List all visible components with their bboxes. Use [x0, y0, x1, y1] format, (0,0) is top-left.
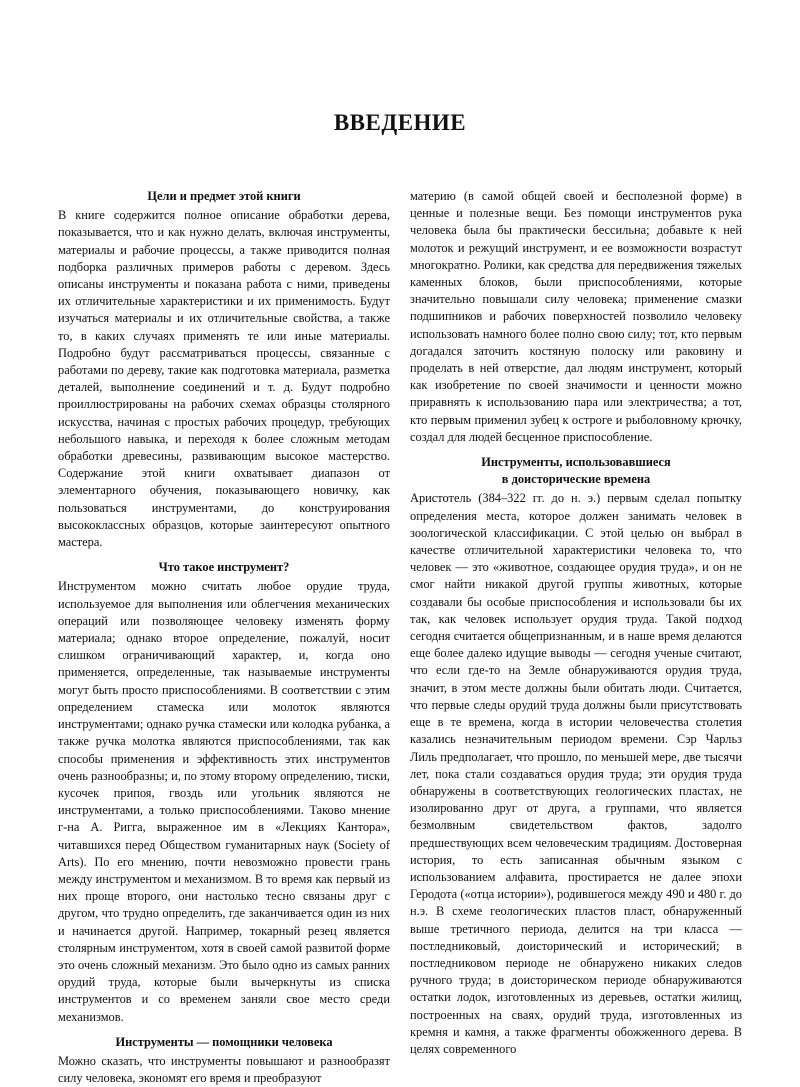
section-heading-prehistoric	[410, 454, 742, 488]
text-columns	[58, 188, 742, 1087]
page-title: ВВЕДЕНИЕ	[333, 110, 467, 135]
section-text-tools-helpers-continued: материю (в самой общей своей и бесполезной форме) в ценные и полезные вещи. Без помощи инструментов рука человека была бы практически бессильна; добавьте к ней молоток и режущий инструмент, и ее возможности возрастут многократно. Ролики, как средства для передвижения тяжелых каменных блоков, были приспособлениями, которые значительно повышали силу человека; применение смазки подшипников и рабочих поверхностей позволило человеку использовать намного более полно свою силу; тот, кто первым догадался заточить костяную полоску или раковину и проделать в ней отверстие, дал людям инструмент, который как изобретение по своей значимости и ценности можно приравнять к использованию пара или электричества; а тот, кто первым применил зубец к остроге и рыболовному крючку, создал для людей бесценное приспособление.	[410, 189, 742, 444]
section-heading-prehistoric-line2: в доисторические времена	[501, 472, 651, 487]
section-text-what-is-tool: Инструментом можно считать любое орудие труда, используемое для выполнения или облегчения механических операций или позволяющее человеку изменять форму материала; однако второе определение, пожалуй, носит слишком ограничивающий характер, и, когда оно применяется, определенные, так называемые инструменты могут быть просто приспособлениями. В соответствии с этим определением стамеска или молоток являются инструментами; однако ручка стамески или колодка рубанка, а также ручка молотка являются приспособлениями, так как способы применения и эффективность этих инструментов очень разнообразны; и, по этому второму определению, тиски, кусочек припоя, гвоздь или угольник являются не инструментами, а только приспособлениями. Таково мнение г-на А. Ригга, выраженное им в «Лекциях Кантора», читавшихся перед Обществом гуманитарных наук (Society of Arts). По его мнению, почти невозможно провести грань между инструментом и механизмом. В то время как первый из них проще второго, они настолько тесно связаны друг с другом, что трудно определить, где заканчивается один из них и начинается другой. Например, токарный резец является столярным инструментом, хотя в своей самой развитой форме это очень сложный механизм. Это было одно из самых ранних орудий труда, которые были вычеркнуты из списка инструментов и со временем заняли свое место среди механизмов.	[58, 579, 390, 1024]
right-column	[410, 188, 742, 1087]
section-text-tools-helpers: Можно сказать, что инструменты повышают и разнообразят силу человека, экономят его время и преобразуют	[58, 1053, 390, 1086]
section-heading-what-is-tool: Что такое инструмент?	[158, 560, 290, 575]
section-text-prehistoric: Аристотель (384–322 гг. до н. э.) первым сделал попытку определения места, которое должен занимать человек в зоологической классификации. С этой целью он выбрал в качестве отличительной характеристики человека то, что человек — это «животное, создающее орудия труда», и он не смог найти никакой другой группы животных, которые создавали бы особые приспособления и использовали бы их так, как человек использует орудия труда. Такой подход сегодня считается общепризнанным, и в наше время делаются еще более далеко идущие выводы — сегодня ученые считают, что если где-то на Земле обнаруживаются орудия труда, значит, в этом месте должны были обитать люди. Считается, что первые следы орудий труда должны были присутствовать еще в те времена, когда в истории человечества столетия казались незначительным периодом времени. Сэр Чарльз Лиль предполагает, что прошло, по меньшей мере, две тысячи лет, пока стали создаваться орудия труда; эти орудия труда обнаружены в соответствующих геологических пластах, не изолированно друг от друга, а группами, что является безмолвным свидетельством фактов, задолго предшествующих всем человеческим традициям. Достоверная история, то есть записанная обычным языком с использованием алфавита, простирается не далее эпохи Геродота («отца истории»), родившегося между 490 и 480 г. до н.э. В схеме геологических пластов пласт, обнаруженный выше третичного периода, делится на три класса — постледниковый, доисторический и исторический; в постледниковом периоде не обнаружено никаких следов ручного труда; в доисторическом периоде обнаруживаются остатки лодок, изготовленных из деревьев, остатки жилищ, построенных на сваях, орудий труда, изготовленных из кремня и камня, а также фрагменты обожженного дерева. В целях современного	[410, 491, 742, 1056]
section-heading-prehistoric-line1: Инструменты, использовавшиеся	[481, 455, 671, 470]
section-heading-tools-helpers: Инструменты — помощники человека	[115, 1034, 333, 1049]
left-column	[58, 188, 390, 1087]
section-text-goals: В книге содержится полное описание обработки дерева, показывается, что и как нужно делать, включая инструменты, материалы и рабочие процессы, а также приводится полная подборка различных примеров работы с деревом. Здесь описаны инструменты и показана работа с ними, приведены их отличительные характеристики и их применимость. Будут изучаться материалы и их отличительные свойства, а также то, в каких случаях применять те или иные материалы. Подробно будут рассматриваться процессы, связанные с работами по дереву, такие как подготовка материала, разметка деталей, выполнение соединений и т. д. Будут подробно проиллюстрированы на рабочих схемах образцы столярного искусства, начиная с простых рабочих процедур, требующих небольшого навыка, и переходя к более сложным методам обработки древесины, развивающим высокое мастерство. Содержание этой книги охватывает диапазон от элементарного обучения, показывающего новичку, как пользоваться инструментами, до конструирования высококлассных образцов, которые заинтересуют опытного мастера.	[58, 208, 390, 550]
section-heading-goals: Цели и предмет этой книги	[147, 189, 301, 203]
